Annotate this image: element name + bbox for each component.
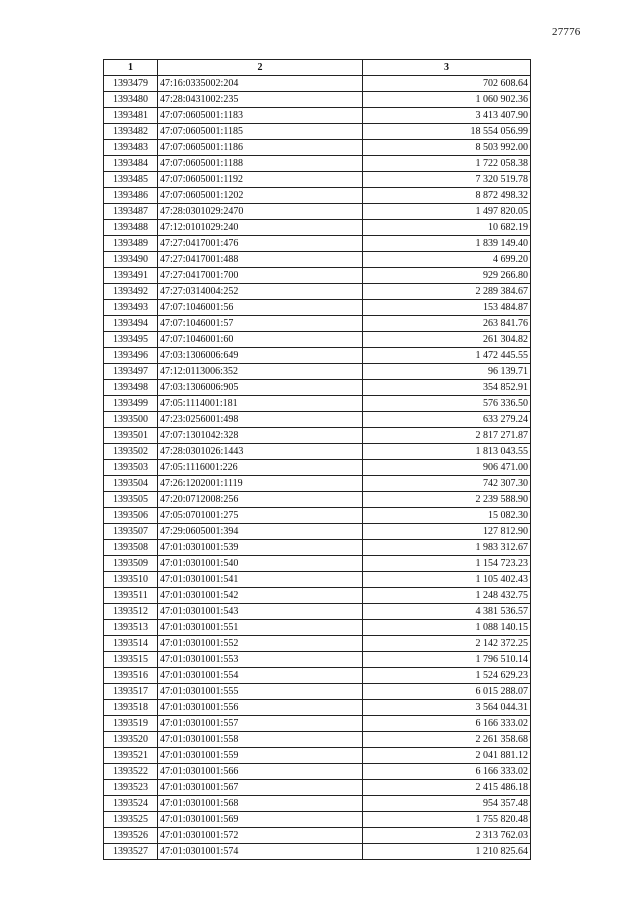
row-id-cell: 1393481	[104, 108, 158, 124]
table-row	[104, 412, 531, 428]
table-body	[104, 76, 531, 860]
table-row	[104, 188, 531, 204]
row-id-cell: 1393494	[104, 316, 158, 332]
cadastral-number-cell: 47:28:0301026:1443	[158, 444, 363, 460]
table-row	[104, 492, 531, 508]
table-row	[104, 236, 531, 252]
value-cell: 10 682.19	[363, 220, 531, 236]
value-cell: 7 320 519.78	[363, 172, 531, 188]
value-cell: 1 472 445.55	[363, 348, 531, 364]
row-id-cell: 1393486	[104, 188, 158, 204]
cadastral-number-cell: 47:23:0256001:498	[158, 412, 363, 428]
value-cell: 18 554 056.99	[363, 124, 531, 140]
cadastral-number-cell: 47:01:0301001:566	[158, 764, 363, 780]
value-cell: 15 082.30	[363, 508, 531, 524]
table-row	[104, 604, 531, 620]
row-id-cell: 1393503	[104, 460, 158, 476]
row-id-cell: 1393480	[104, 92, 158, 108]
value-cell: 1 060 902.36	[363, 92, 531, 108]
table-row	[104, 108, 531, 124]
table-row	[104, 252, 531, 268]
row-id-cell: 1393517	[104, 684, 158, 700]
table-row	[104, 332, 531, 348]
cadastral-number-cell: 47:01:0301001:556	[158, 700, 363, 716]
table-row	[104, 92, 531, 108]
table-header	[104, 60, 531, 76]
cadastral-number-cell: 47:07:0605001:1192	[158, 172, 363, 188]
table-row	[104, 796, 531, 812]
table-row	[104, 172, 531, 188]
row-id-cell: 1393524	[104, 796, 158, 812]
value-cell: 2 817 271.87	[363, 428, 531, 444]
table-row	[104, 156, 531, 172]
row-id-cell: 1393499	[104, 396, 158, 412]
row-id-cell: 1393513	[104, 620, 158, 636]
row-id-cell: 1393498	[104, 380, 158, 396]
table-row	[104, 780, 531, 796]
table-row	[104, 220, 531, 236]
cadastral-number-cell: 47:16:0335002:204	[158, 76, 363, 92]
table-row	[104, 572, 531, 588]
cadastral-number-cell: 47:01:0301001:541	[158, 572, 363, 588]
table-row	[104, 140, 531, 156]
cadastral-number-cell: 47:07:0605001:1183	[158, 108, 363, 124]
row-id-cell: 1393493	[104, 300, 158, 316]
value-cell: 1 105 402.43	[363, 572, 531, 588]
table-row	[104, 396, 531, 412]
table-row	[104, 300, 531, 316]
value-cell: 2 261 358.68	[363, 732, 531, 748]
value-cell: 1 983 312.67	[363, 540, 531, 556]
table-row	[104, 444, 531, 460]
cadastral-number-cell: 47:28:0301029:2470	[158, 204, 363, 220]
row-id-cell: 1393491	[104, 268, 158, 284]
cadastral-number-cell: 47:01:0301001:543	[158, 604, 363, 620]
cadastral-number-cell: 47:01:0301001:542	[158, 588, 363, 604]
header-row	[104, 60, 531, 76]
value-cell: 8 503 992.00	[363, 140, 531, 156]
cadastral-number-cell: 47:07:1301042:328	[158, 428, 363, 444]
table-row	[104, 748, 531, 764]
row-id-cell: 1393500	[104, 412, 158, 428]
cadastral-number-cell: 47:07:0605001:1188	[158, 156, 363, 172]
row-id-cell: 1393488	[104, 220, 158, 236]
value-cell: 8 872 498.32	[363, 188, 531, 204]
table-row	[104, 124, 531, 140]
cadastral-number-cell: 47:03:1306006:649	[158, 348, 363, 364]
table-row	[104, 204, 531, 220]
cadastral-number-cell: 47:01:0301001:557	[158, 716, 363, 732]
table-row	[104, 268, 531, 284]
cadastral-number-cell: 47:01:0301001:568	[158, 796, 363, 812]
value-cell: 1 524 629.23	[363, 668, 531, 684]
row-id-cell: 1393501	[104, 428, 158, 444]
table-row	[104, 316, 531, 332]
cadastral-number-cell: 47:01:0301001:552	[158, 636, 363, 652]
value-cell: 1 839 149.40	[363, 236, 531, 252]
table-row	[104, 284, 531, 300]
table-row	[104, 716, 531, 732]
value-cell: 702 608.64	[363, 76, 531, 92]
cadastral-number-cell: 47:01:0301001:559	[158, 748, 363, 764]
value-cell: 1 722 058.38	[363, 156, 531, 172]
cadastral-number-cell: 47:01:0301001:558	[158, 732, 363, 748]
row-id-cell: 1393497	[104, 364, 158, 380]
row-id-cell: 1393507	[104, 524, 158, 540]
row-id-cell: 1393496	[104, 348, 158, 364]
row-id-cell: 1393490	[104, 252, 158, 268]
value-cell: 6 015 288.07	[363, 684, 531, 700]
value-cell: 96 139.71	[363, 364, 531, 380]
value-cell: 153 484.87	[363, 300, 531, 316]
value-cell: 2 289 384.67	[363, 284, 531, 300]
value-cell: 2 415 486.18	[363, 780, 531, 796]
value-cell: 6 166 333.02	[363, 716, 531, 732]
cadastral-number-cell: 47:28:0431002:235	[158, 92, 363, 108]
value-cell: 2 041 881.12	[363, 748, 531, 764]
row-id-cell: 1393527	[104, 844, 158, 860]
table-row	[104, 668, 531, 684]
cadastral-number-cell: 47:07:1046001:60	[158, 332, 363, 348]
row-id-cell: 1393521	[104, 748, 158, 764]
cadastral-number-cell: 47:05:1116001:226	[158, 460, 363, 476]
row-id-cell: 1393518	[104, 700, 158, 716]
value-cell: 354 852.91	[363, 380, 531, 396]
cadastral-number-cell: 47:05:0701001:275	[158, 508, 363, 524]
cadastral-number-cell: 47:07:0605001:1202	[158, 188, 363, 204]
cadastral-number-cell: 47:03:1306006:905	[158, 380, 363, 396]
cadastral-number-cell: 47:01:0301001:551	[158, 620, 363, 636]
cadastral-number-cell: 47:01:0301001:540	[158, 556, 363, 572]
value-cell: 742 307.30	[363, 476, 531, 492]
cadastral-number-cell: 47:01:0301001:554	[158, 668, 363, 684]
row-id-cell: 1393495	[104, 332, 158, 348]
row-id-cell: 1393519	[104, 716, 158, 732]
page-number: 27776	[552, 26, 581, 38]
cadastral-number-cell: 47:01:0301001:567	[158, 780, 363, 796]
cadastral-number-cell: 47:20:0712008:256	[158, 492, 363, 508]
table-row	[104, 812, 531, 828]
value-cell: 929 266.80	[363, 268, 531, 284]
table-row	[104, 652, 531, 668]
table-row	[104, 556, 531, 572]
row-id-cell: 1393515	[104, 652, 158, 668]
value-cell: 1 088 140.15	[363, 620, 531, 636]
cadastral-number-cell: 47:05:1114001:181	[158, 396, 363, 412]
value-cell: 4 699.20	[363, 252, 531, 268]
cadastral-number-cell: 47:07:1046001:57	[158, 316, 363, 332]
row-id-cell: 1393516	[104, 668, 158, 684]
value-cell: 906 471.00	[363, 460, 531, 476]
cadastral-number-cell: 47:12:0101029:240	[158, 220, 363, 236]
value-cell: 261 304.82	[363, 332, 531, 348]
row-id-cell: 1393520	[104, 732, 158, 748]
table-row	[104, 380, 531, 396]
row-id-cell: 1393487	[104, 204, 158, 220]
value-cell: 1 497 820.05	[363, 204, 531, 220]
value-cell: 2 142 372.25	[363, 636, 531, 652]
value-cell: 3 413 407.90	[363, 108, 531, 124]
cadastral-number-cell: 47:01:0301001:574	[158, 844, 363, 860]
value-cell: 1 210 825.64	[363, 844, 531, 860]
row-id-cell: 1393510	[104, 572, 158, 588]
row-id-cell: 1393483	[104, 140, 158, 156]
value-cell: 954 357.48	[363, 796, 531, 812]
value-cell: 1 813 043.55	[363, 444, 531, 460]
row-id-cell: 1393509	[104, 556, 158, 572]
table-row	[104, 732, 531, 748]
data-table	[103, 59, 531, 860]
table-row	[104, 844, 531, 860]
row-id-cell: 1393484	[104, 156, 158, 172]
table-row	[104, 540, 531, 556]
table-row	[104, 76, 531, 92]
value-cell: 3 564 044.31	[363, 700, 531, 716]
row-id-cell: 1393525	[104, 812, 158, 828]
value-cell: 1 154 723.23	[363, 556, 531, 572]
cadastral-number-cell: 47:01:0301001:539	[158, 540, 363, 556]
table-row	[104, 828, 531, 844]
cadastral-number-cell: 47:27:0417001:488	[158, 252, 363, 268]
row-id-cell: 1393485	[104, 172, 158, 188]
table-row	[104, 508, 531, 524]
cadastral-number-cell: 47:07:0605001:1186	[158, 140, 363, 156]
cadastral-number-cell: 47:29:0605001:394	[158, 524, 363, 540]
value-cell: 633 279.24	[363, 412, 531, 428]
row-id-cell: 1393512	[104, 604, 158, 620]
cadastral-number-cell: 47:27:0314004:252	[158, 284, 363, 300]
row-id-cell: 1393508	[104, 540, 158, 556]
row-id-cell: 1393482	[104, 124, 158, 140]
value-cell: 1 248 432.75	[363, 588, 531, 604]
table-row	[104, 428, 531, 444]
table-row	[104, 684, 531, 700]
row-id-cell: 1393505	[104, 492, 158, 508]
row-id-cell: 1393522	[104, 764, 158, 780]
table-row	[104, 764, 531, 780]
table-row	[104, 460, 531, 476]
row-id-cell: 1393526	[104, 828, 158, 844]
value-cell: 2 313 762.03	[363, 828, 531, 844]
value-cell: 4 381 536.57	[363, 604, 531, 620]
cadastral-number-cell: 47:12:0113006:352	[158, 364, 363, 380]
row-id-cell: 1393489	[104, 236, 158, 252]
value-cell: 1 755 820.48	[363, 812, 531, 828]
cadastral-number-cell: 47:07:1046001:56	[158, 300, 363, 316]
value-cell: 6 166 333.02	[363, 764, 531, 780]
cadastral-number-cell: 47:27:0417001:700	[158, 268, 363, 284]
cadastral-number-cell: 47:26:1202001:1119	[158, 476, 363, 492]
table-row	[104, 364, 531, 380]
cadastral-number-cell: 47:01:0301001:555	[158, 684, 363, 700]
row-id-cell: 1393511	[104, 588, 158, 604]
row-id-cell: 1393514	[104, 636, 158, 652]
cadastral-number-cell: 47:01:0301001:572	[158, 828, 363, 844]
value-cell: 1 796 510.14	[363, 652, 531, 668]
row-id-cell: 1393506	[104, 508, 158, 524]
row-id-cell: 1393502	[104, 444, 158, 460]
row-id-cell: 1393504	[104, 476, 158, 492]
column-header-1: 1	[104, 60, 158, 76]
row-id-cell: 1393492	[104, 284, 158, 300]
column-header-2: 2	[158, 60, 363, 76]
value-cell: 2 239 588.90	[363, 492, 531, 508]
table-row	[104, 348, 531, 364]
cadastral-number-cell: 47:01:0301001:553	[158, 652, 363, 668]
row-id-cell: 1393479	[104, 76, 158, 92]
cadastral-number-cell: 47:01:0301001:569	[158, 812, 363, 828]
column-header-3: 3	[363, 60, 531, 76]
table-row	[104, 636, 531, 652]
table-row	[104, 620, 531, 636]
table-row	[104, 524, 531, 540]
value-cell: 576 336.50	[363, 396, 531, 412]
table-row	[104, 700, 531, 716]
table-row	[104, 588, 531, 604]
cadastral-number-cell: 47:07:0605001:1185	[158, 124, 363, 140]
value-cell: 263 841.76	[363, 316, 531, 332]
value-cell: 127 812.90	[363, 524, 531, 540]
row-id-cell: 1393523	[104, 780, 158, 796]
cadastral-number-cell: 47:27:0417001:476	[158, 236, 363, 252]
table-row	[104, 476, 531, 492]
